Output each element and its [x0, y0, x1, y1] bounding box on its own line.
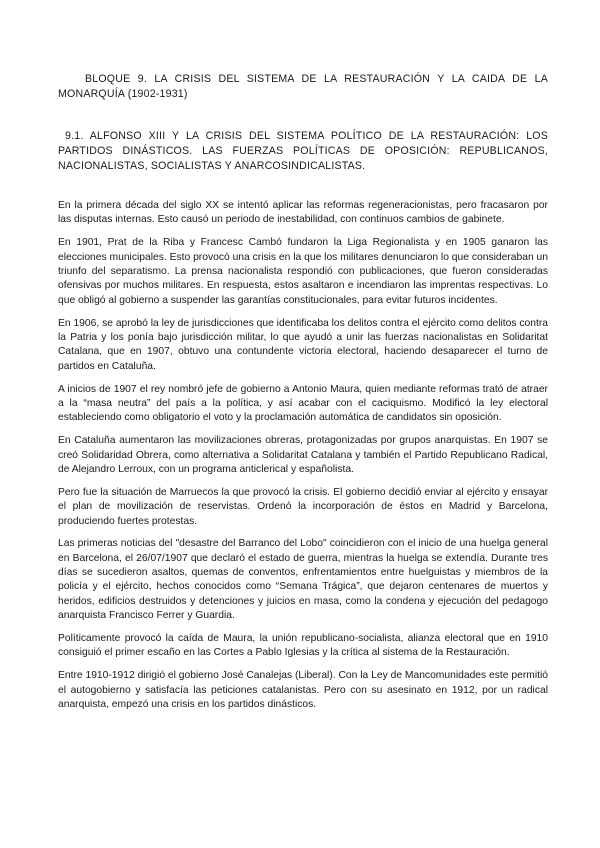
paragraph: A inicios de 1907 el rey nombró jefe de gobierno a Antonio Maura, quien mediante reformas trató de atraer a la “masa neutra” del país a la política, y así acabar con el caciquismo. Modificó la ley electoral estableciendo como obligatorio el voto y la proclamación automática de candidatos sin oposición.: [58, 383, 548, 424]
paragraph: En 1906, se aprobó la ley de jurisdicciones que identificaba los delitos contra el ejército como delitos contra la Patria y los ponía bajo jurisdicción militar, lo que ayudó a unir las fuerzas nacionalistas en Solidaritat Catalana, que en 1907, obtuvo una contundente victoria electoral, haciendo desaparecer el turno de partidos en Cataluña.: [58, 317, 548, 372]
paragraph: En Cataluña aumentaron las movilizaciones obreras, protagonizadas por grupos anarquistas. En 1907 se creó Solidaridad Obrera, como alternativa a Solidaritat Catalana y también el Partido Republicano Radical, de Alejandro Lerroux, con un programa anticlerical y españolista.: [58, 435, 548, 475]
paragraph: Entre 1910-1912 dirigió el gobierno José Canalejas (Liberal). Con la Ley de Mancomunidades este permitió el autogobierno y satisfacía las peticiones catalanistas. Pero con su asesinato en 1912, por un radical anarquista, empezó una crisis en los partidos dinásticos.: [58, 670, 548, 711]
paragraph: Pero fue la situación de Marruecos la que provocó la crisis. El gobierno decidió enviar al ejército y ensayar el plan de movilización de reservistas. Ordenó la incorporación de éstos en Madrid y Barcelona, produciendo fuertes protestas.: [58, 486, 548, 527]
paragraph: En la primera década del siglo XX se intentó aplicar las reformas regeneracionistas, pero fracasaron por las disputas internas. Esto causó un periodo de inestabilidad, con continuos cambios de gabinete.: [58, 200, 548, 226]
block-heading: BLOQUE 9. LA CRISIS DEL SISTEMA DE LA RESTAURACIÓN Y LA CAIDA DE LA MONARQUÍA (1902-1931): [58, 73, 548, 100]
paragraph: En 1901, Prat de la Riba y Francesc Cambó fundaron la Liga Regionalista y en 1905 ganaron las elecciones municipales. Esto provocó una crisis en la que los militares denunciaron lo que consideraban un triunfo del separatismo. La prensa nacionalista respondió con publicaciones, que fueron consideradas ofensivas por muchos militares. En respuesta, estos asaltaron e incendiaron las imprentas respectivas. Lo que obligó al gobierno a suspender las garantías constitucionales, para evitar futuros incidentes.: [58, 237, 548, 306]
document-body: [58, 199, 548, 721]
paragraph: Las primeras noticias del "desastre del Barranco del Lobo" coincidieron con el inicio de una huelga general en Barcelona, el 26/07/1907 que declaró el estado de guerra, mientras la huelga se extendía. Durante tres días se sucedieron asaltos, quemas de conventos, enfrentamientos entre huelguistas y miembros de la policía y el ejército, hechos conocidos como “Semana Trágica”, que dejaron centenares de muertos y heridos, edificios destruidos y detenciones y juicios en masa, como la condena y ejecución del pedagogo anarquista Francisco Ferrer y Guardia.: [58, 538, 548, 622]
section-heading: 9.1. ALFONSO XIII Y LA CRISIS DEL SISTEMA POLÍTICO DE LA RESTAURACIÓN: LOS PARTIDOS DINÁSTICOS. LAS FUERZAS POLÍTICAS DE OPOSICIÓN: REPUBLICANOS, NACIONALISTAS, SOCIALISTAS Y ANARCOSINDICALISTAS.: [58, 130, 548, 172]
paragraph: Políticamente provocó la caída de Maura, la unión republicano-socialista, alianza electoral que en 1910 consiguió el primer escaño en las Cortes a Pablo Iglesias y la crítica al sistema de la Restauración.: [58, 633, 548, 659]
